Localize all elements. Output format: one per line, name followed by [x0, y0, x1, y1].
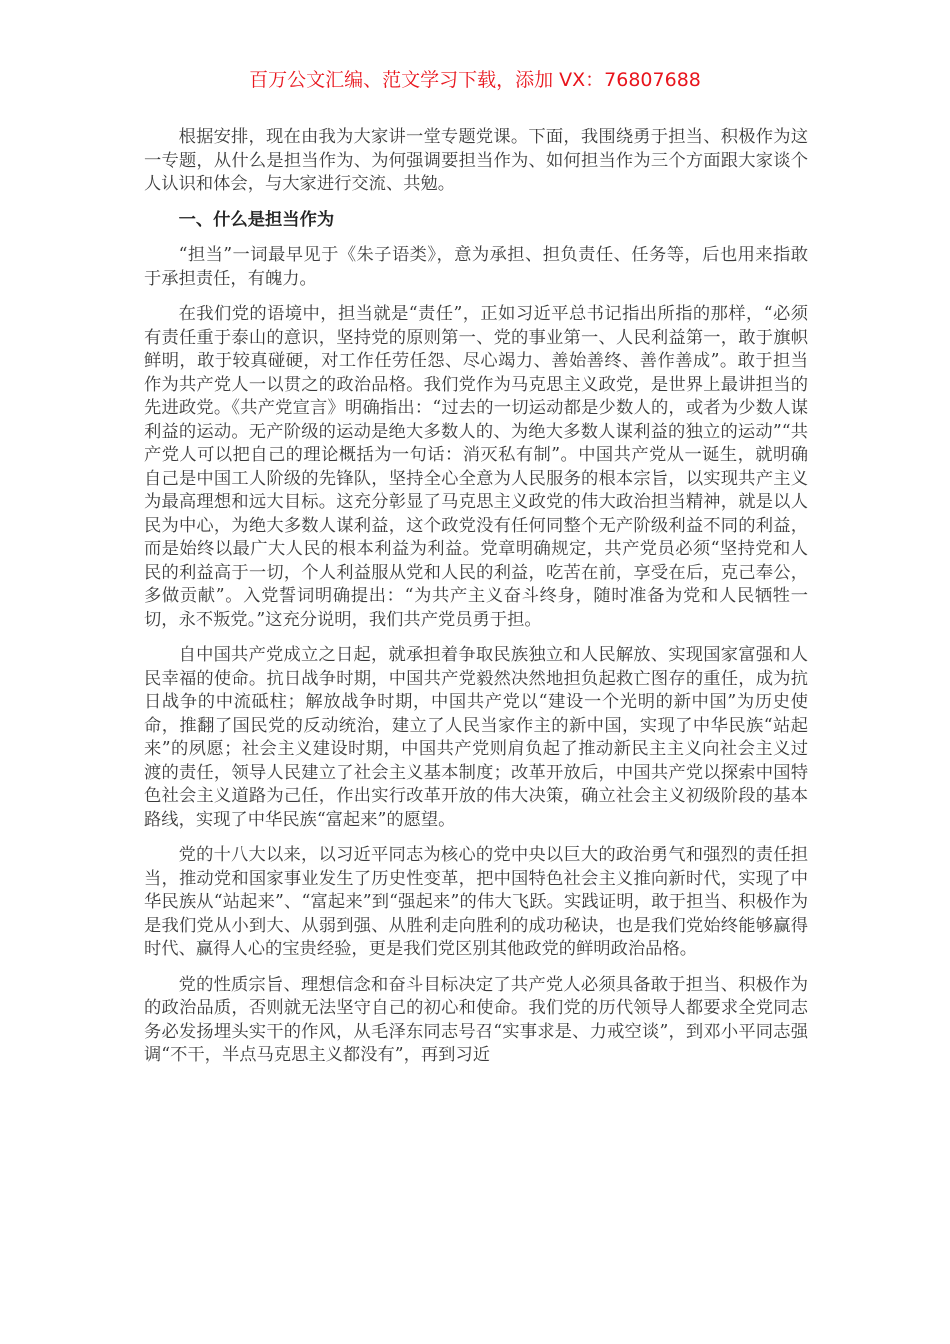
watermark-banner: 百万公文汇编、范文学习下载，添加 VX：76807688 — [249, 69, 701, 91]
section-heading: 一、什么是担当作为 — [178, 209, 335, 230]
body-paragraph: 自中国共产党成立之日起，就承担着争取民族独立和人民解放、实现国家富强和人民幸福的使命。抗日战争时期，中国共产党毅然决然地担负起救亡图存的重任，成为抗日战争的中流砥柱；解放战争时期，中国共产党以“建设一个光明的新中国”为历史使命，推翻了国民党的反动统治，建立了人民当家作主的新中国，实现了中华民族“站起来”的夙愿；社会主义建设时期，中国共产党则肩负起了推动新民主主义向社会主义过渡的责任，领导人民建立了社会主义基本制度；改革开放后，中国共产党以探索中国特色社会主义道路为己任，作出实行改革开放的伟大决策，确立社会主义初级阶段的基本路线，实现了中华民族“富起来”的愿望。 — [144, 645, 808, 830]
body-paragraph: 党的十八大以来，以习近平同志为核心的党中央以巨大的政治勇气和强烈的责任担当，推动党和国家事业发生了历史性变革，把中国特色社会主义推向新时代，实现了中华民族从“站起来”、“富起来”到“强起来”的伟大飞跃。实践证明，敢于担当、积极作为是我们党从小到大、从弱到强、从胜利走向胜利的成功秘诀，也是我们党始终能够赢得时代、赢得人心的宝贵经验，更是我们党区别其他政党的鲜明政治品格。 — [144, 845, 808, 959]
body-paragraph: 党的性质宗旨、理想信念和奋斗目标决定了共产党人必须具备敢于担当、积极作为的政治品质，否则就无法坚守自己的初心和使命。我们党的历代领导人都要求全党同志务必发扬埋头实干的作风，从毛泽东同志号召“实事求是、力戒空谈”，到邓小平同志强调“不干，半点马克思主义都没有”，再到习近 — [144, 974, 808, 1065]
document-body — [144, 126, 808, 1080]
intro-paragraph: 根据安排，现在由我为大家讲一堂专题党课。下面，我围绕勇于担当、积极作为这一专题，从什么是担当作为、为何强调要担当作为、如何担当作为三个方面跟大家谈个人认识和体会，与大家进行交流、共勉。 — [144, 127, 808, 194]
body-paragraph: “担当”一词最早见于《朱子语类》，意为承担、担负责任、任务等，后也用来指敢于承担责任，有魄力。 — [144, 245, 808, 289]
body-paragraph: 在我们党的语境中，担当就是“责任”，正如习近平总书记指出所指的那样，“必须有责任重于泰山的意识，坚持党的原则第一、党的事业第一、人民利益第一，敢于旗帜鲜明，敢于较真碰硬，对工作任劳任怨、尽心竭力、善始善终、善作善成”。敢于担当作为共产党人一以贯之的政治品格。我们党作为马克思主义政党，是世界上最讲担当的先进政党。《共产党宣言》明确指出：“过去的一切运动都是少数人的，或者为少数人谋利益的运动。无产阶级的运动是绝大多数人的、为绝大多数人谋利益的独立的运动”“共产党人可以把自己的理论概括为一句话：消灭私有制”。中国共产党从一诞生，就明确自己是中国工人阶级的先锋队，坚持全心全意为人民服务的根本宗旨，以实现共产主义为最高理想和远大目标。这充分彰显了马克思主义政党的伟大政治担当精神，就是以人民为中心，为绝大多数人谋利益，这个政党没有任何同整个无产阶级利益不同的利益，而是始终以最广大人民的根本利益为利益。党章明确规定，共产党员必须“坚持党和人民的利益高于一切，个人利益服从党和人民的利益，吃苦在前，享受在后，克己奉公，多做贡献”。入党誓词明确提出：“为共产主义奋斗终身，随时准备为党和人民牺牲一切，永不叛党。”这充分说明，我们共产党员勇于担。 — [144, 304, 808, 630]
